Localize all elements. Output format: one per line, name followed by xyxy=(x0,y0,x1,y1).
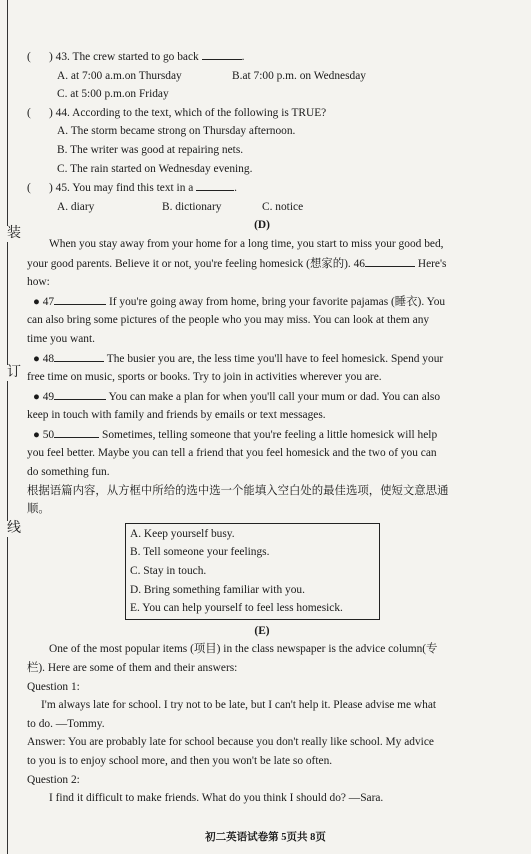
option-44-a: A. The storm became strong on Thursday afternoon. xyxy=(57,125,296,138)
exam-page xyxy=(27,47,497,808)
item-48-line-2: free time on music, sports or books. Try to join in activities wherever you are. xyxy=(27,371,382,384)
option-44-b: B. The writer was good at repairing nets. xyxy=(57,143,244,156)
option-45-b: B. dictionary xyxy=(162,200,222,213)
options-box xyxy=(125,523,380,620)
instruction-line-1: 根据语篇内容，从方框中所给的选中选一个能填入空白处的最佳选项，使短文意思通 xyxy=(27,484,449,497)
item-47-line-2: can also bring some pictures of the people who you may miss. You can look at them any xyxy=(27,314,430,327)
instruction-line-2: 顺。 xyxy=(27,503,50,516)
question-43-options xyxy=(27,67,497,86)
option-43-a: A. at 7:00 a.m.on Thursday xyxy=(57,69,182,82)
section-e-intro-2: 栏). Here are some of them and their answers: xyxy=(27,662,238,674)
answer-blank-47[interactable] xyxy=(54,292,106,305)
section-e-intro-1: One of the most popular items (项目) in the class newspaper is the advice column(专 xyxy=(49,643,438,656)
binding-char-xian: 线 xyxy=(7,521,21,536)
item-50-line-2: you feel better. Maybe you can tell a friend that you feel homesick and the two of you can xyxy=(27,447,437,460)
question-45-options xyxy=(27,198,497,217)
question-45: ( ) 45. You may find this text in a . xyxy=(27,178,497,198)
answer-blank-50[interactable] xyxy=(54,425,99,438)
item-50: ● 50 Sometimes, telling someone that you're feeling a little homesick will help xyxy=(27,425,497,445)
binding-margin-line xyxy=(7,0,21,854)
question-44: ( ) 44. According to the text, which of the following is TRUE? xyxy=(27,106,327,119)
answer-blank-46[interactable] xyxy=(365,254,415,267)
section-d-intro-3: how: xyxy=(27,276,50,289)
option-43-b: B.at 7:00 p.m. on Wednesday xyxy=(232,69,366,82)
item-49-line-2: keep in touch with family and friends by emails or text messages. xyxy=(27,409,326,422)
item-50-line-3: do something fun. xyxy=(27,466,110,479)
item-47: ● 47 If you're going away from home, bring your favorite pajamas (睡衣). You xyxy=(27,292,497,312)
item-48: ● 48 The busier you are, the less time you'll have to feel homesick. Spend your xyxy=(27,349,497,369)
option-44-c: C. The rain started on Wednesday evening. xyxy=(57,162,253,175)
answer-blank-48[interactable] xyxy=(54,349,104,362)
box-option-e: E. You can help yourself to feel less homesick. xyxy=(130,602,343,615)
section-d-intro-2: your good parents. Believe it or not, you're feeling homesick (想家的). 46 Here's xyxy=(27,254,497,274)
box-option-d: D. Bring something familiar with you. xyxy=(130,583,305,596)
binding-char-zhuang: 装 xyxy=(7,226,21,241)
item-49: ● 49 You can make a plan for when you'll call your mum or dad. You can also xyxy=(27,387,497,407)
binding-char-ding: 订 xyxy=(7,365,21,380)
question-43: ( ) 43. The crew started to go back . xyxy=(27,47,497,67)
section-d-title: (D) xyxy=(254,219,270,232)
question-1-text-2: to do. —Tommy. xyxy=(27,717,105,730)
answer-1-text-1: Answer: You are probably late for school because you don't really like school. My advice xyxy=(27,736,434,749)
section-e-title: (E) xyxy=(254,624,270,637)
question-1-text-1: I'm always late for school. I try not to be late, but I can't help it. Please advise me what xyxy=(41,699,437,712)
answer-blank-49[interactable] xyxy=(54,387,106,400)
answer-blank-45[interactable] xyxy=(196,178,234,191)
item-47-line-3: time you want. xyxy=(27,332,96,345)
answer-1-text-2: to you is to enjoy school more, and then you won't be late so often. xyxy=(27,754,333,767)
option-45-a: A. diary xyxy=(57,200,95,213)
box-option-b: B. Tell someone your feelings. xyxy=(130,546,270,559)
section-d-intro-1: When you stay away from your home for a long time, you start to miss your good bed, xyxy=(49,237,444,250)
question-1-label: Question 1: xyxy=(27,680,80,693)
option-43-c: C. at 5:00 p.m.on Friday xyxy=(57,88,169,101)
question-2-text-1: I find it difficult to make friends. What do you think I should do? —Sara. xyxy=(49,792,384,805)
answer-blank-43[interactable] xyxy=(202,47,242,60)
question-2-label: Question 2: xyxy=(27,773,80,786)
page-footer: 初二英语试卷第 5页共 8页 xyxy=(205,832,326,843)
option-45-c: C. notice xyxy=(262,200,304,213)
box-option-a: A. Keep yourself busy. xyxy=(130,527,235,540)
box-option-c: C. Stay in touch. xyxy=(130,565,207,578)
